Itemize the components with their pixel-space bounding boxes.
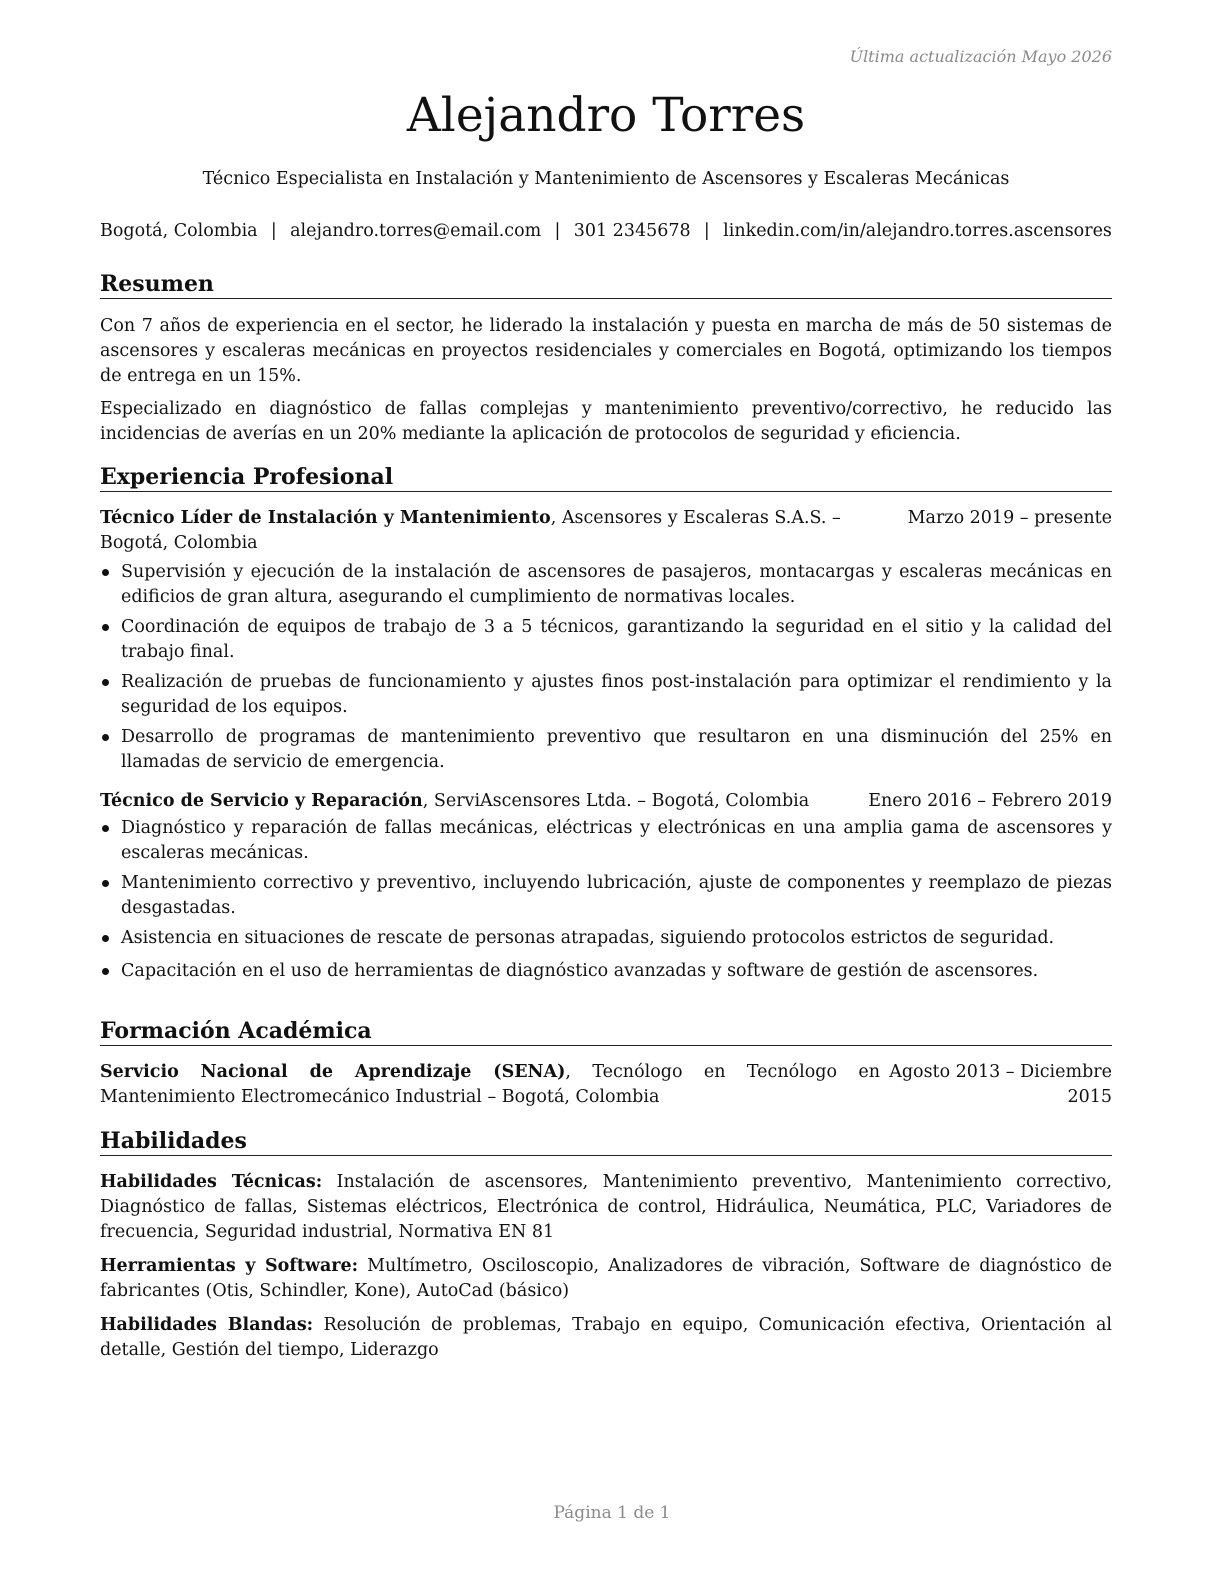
job-role: Técnico Líder de Instalación y Mantenimiento [100, 508, 551, 528]
education-institution: Servicio Nacional de Aprendizaje (SENA) [100, 1062, 566, 1082]
bullet-icon [102, 624, 109, 631]
summary-section [100, 270, 1112, 447]
skills-group [100, 1170, 1112, 1245]
bullet-icon [102, 825, 109, 832]
job-dates: Enero 2016 – Febrero 2019 [868, 791, 1112, 811]
experience-section [100, 463, 1112, 989]
professional-title: Técnico Especialista en Instalación y Mantenimiento de Ascensores y Escaleras Mecánicas [202, 169, 1010, 189]
summary-paragraph: Con 7 años de experiencia en el sector, he liderado la instalación y puesta en marcha de más de 50 sistemas de ascensores y escaleras mecánicas en proyectos residenciales y comerciales en Bogotá, optimizando los tiempos de entrega en un 15%. [100, 316, 1112, 386]
skills-section [100, 1127, 1112, 1363]
job-header [100, 506, 1112, 556]
job-bullet: Diagnóstico y reparación de fallas mecánicas, eléctricas y electrónicas en una amplia gama de ascensores y escaleras mecánicas. [100, 816, 1112, 866]
bullet-icon [102, 880, 109, 887]
section-title-skills: Habilidades [100, 1127, 1112, 1156]
job-bullet: Supervisión y ejecución de la instalación de ascensores de pasajeros, montacargas y escaleras mecánicas en edificios de gran altura, asegurando el cumplimiento de normativas locales. [100, 560, 1112, 610]
job-bullet: Coordinación de equipos de trabajo de 3 a 5 técnicos, garantizando la seguridad en el sitio y la calidad del trabajo final. [100, 615, 1112, 665]
job-company: , Ascensores y Escaleras S.A.S. – Bogotá, Colombia [100, 508, 841, 553]
skills-group [100, 1313, 1112, 1363]
job-bullet: Desarrollo de programas de mantenimiento preventivo que resultaron en una disminución del 25% en llamadas de servicio de emergencia. [100, 725, 1112, 775]
contact-separator: | [554, 221, 561, 241]
education-entry [100, 1060, 1112, 1110]
contact-separator: | [270, 221, 277, 241]
job-company: , ServiAscensores Ltda. – Bogotá, Colombia [422, 791, 810, 811]
section-title-education: Formación Académica [100, 1017, 1112, 1046]
contact-linkedin[interactable]: linkedin.com/in/alejandro.torres.ascensores [723, 221, 1112, 241]
job-bullet: Realización de pruebas de funcionamiento y ajustes finos post-instalación para optimizar el rendimiento y la seguridad de los equipos. [100, 670, 1112, 720]
last-updated-note: Última actualización Mayo 2026 [849, 47, 1112, 66]
bullet-icon [102, 679, 109, 686]
education-dates: Agosto 2013 – Diciembre 2015 [889, 1062, 1112, 1107]
section-title-experience: Experiencia Profesional [100, 463, 1112, 492]
contact-line [100, 219, 1112, 244]
section-title-summary: Resumen [100, 270, 1112, 299]
bullet-icon [102, 734, 109, 741]
job-bullets [100, 816, 1112, 984]
job-dates: Marzo 2019 – presente [907, 508, 1112, 528]
bullet-icon [102, 935, 109, 942]
summary-paragraph: Especializado en diagnóstico de fallas complejas y mantenimiento preventivo/correctivo, he reducido las incidencias de averías en un 20% mediante la aplicación de protocolos de seguridad y eficiencia. [100, 399, 1112, 444]
skills-group-text: Resolución de problemas, Trabajo en equipo, Comunicación efectiva, Orientación al detalle, Gestión del tiempo, Liderazgo [100, 1315, 1112, 1360]
job-role: Técnico de Servicio y Reparación [100, 791, 423, 811]
job-entry [100, 506, 1112, 775]
contact-email[interactable]: alejandro.torres@email.com [290, 221, 542, 241]
job-entry [100, 789, 1112, 984]
job-bullet: Mantenimiento correctivo y preventivo, incluyendo lubricación, ajuste de componentes y reemplazo de piezas desgastadas. [100, 871, 1112, 921]
skills-group-text: Instalación de ascensores, Mantenimiento preventivo, Mantenimiento correctivo, Diagnóstico de fallas, Sistemas eléctricos, Electrónica de control, Hidráulica, Neumática, PLC, Variadores de frecuencia, Seguridad industrial, Normativa EN 81 [100, 1172, 1112, 1242]
job-header [100, 789, 1112, 814]
skills-group [100, 1254, 1112, 1304]
skills-group-label: Herramientas y Software: [100, 1256, 359, 1276]
education-degree: , Tecnólogo en Tecnólogo en Mantenimiento Electromecánico Industrial – Bogotá, Colombia [100, 1062, 880, 1107]
education-section [100, 1017, 1112, 1110]
bullet-icon [102, 569, 109, 576]
skills-group-text: Multímetro, Osciloscopio, Analizadores de vibración, Software de diagnóstico de fabricantes (Otis, Schindler, Kone), AutoCad (básico) [100, 1256, 1112, 1301]
job-bullet: Asistencia en situaciones de rescate de personas atrapadas, siguiendo protocolos estrictos de seguridad. [100, 926, 1112, 951]
job-bullets [100, 560, 1112, 775]
skills-group-label: Habilidades Blandas: [100, 1315, 314, 1335]
candidate-name: Alejandro Torres [406, 88, 806, 143]
bullet-icon [102, 968, 109, 975]
job-bullet: Capacitación en el uso de herramientas de diagnóstico avanzadas y software de gestión de ascensores. [100, 959, 1112, 984]
contact-separator: | [703, 221, 710, 241]
page-number: Página 1 de 1 [553, 1503, 671, 1523]
contact-phone: 301 2345678 [573, 221, 691, 241]
skills-group-label: Habilidades Técnicas: [100, 1172, 323, 1192]
contact-location: Bogotá, Colombia [100, 221, 258, 241]
